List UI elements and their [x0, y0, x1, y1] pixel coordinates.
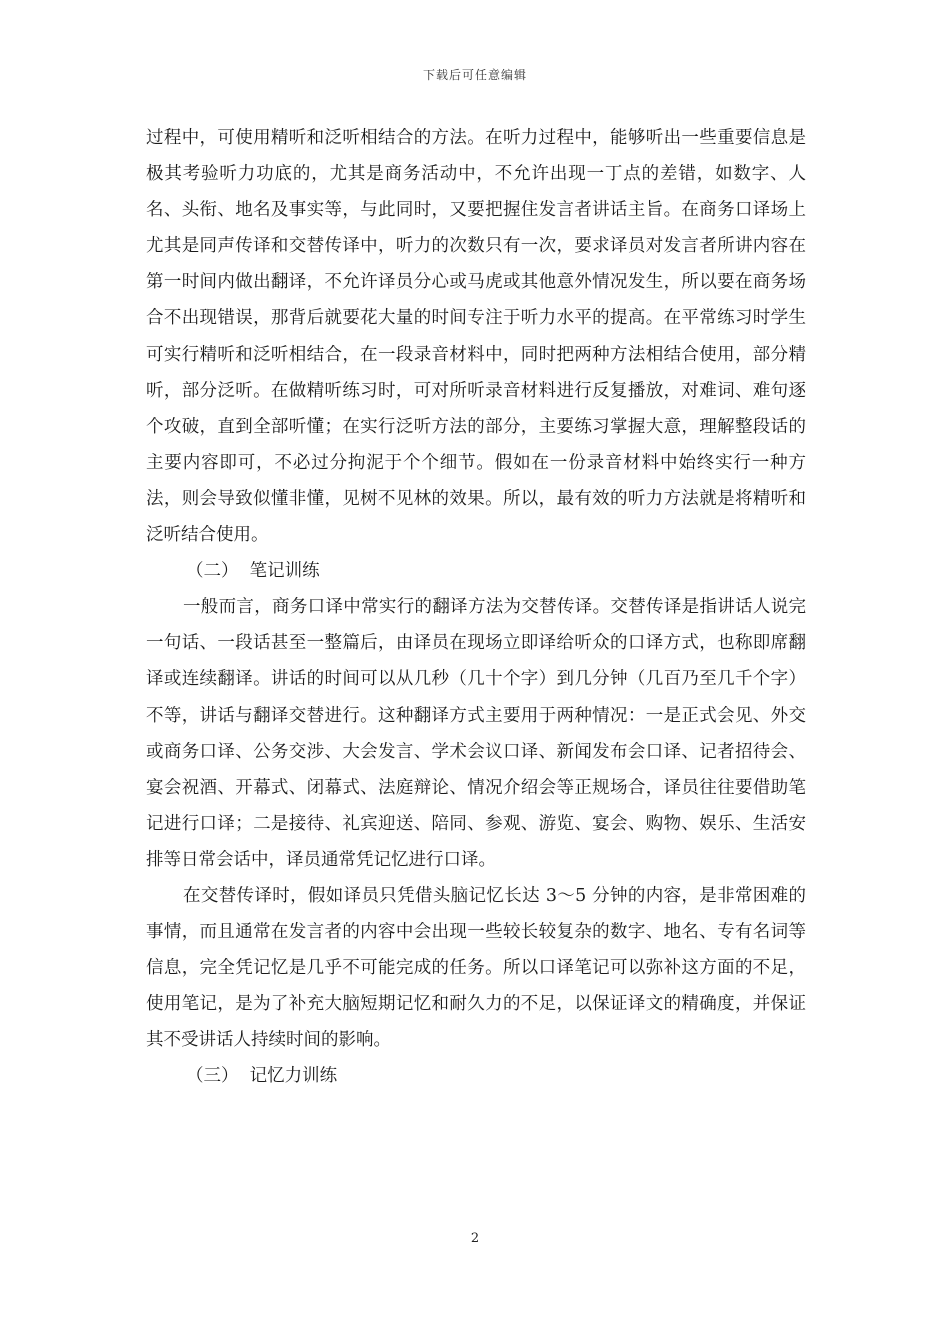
paragraph-note-taking-purpose: 在交替传译时，假如译员只凭借头脑记忆长达 3～5 分钟的内容，是非常困难的事情，而且通常在发言者的内容中会出现一些较长较复杂的数字、地名、专有名词等信息，完全凭记忆是几乎不可能完成的任务。所以口译笔记可以弥补这方面的不足，使用笔记，是为了补充大脑短期记忆和耐久力的不足，以保证译文的精确度，并保证其不受讲话人持续时间的影响。 — [146, 885, 806, 1051]
section-heading-note-training: （二） 笔记训练 — [186, 561, 320, 582]
paragraph-listening-methods: 过程中，可使用精听和泛听相结合的方法。在听力过程中，能够听出一些重要信息是极其考验听力功底的，尤其是商务活动中，不允许出现一丁点的差错，如数字、人名、头衔、地名及事实等，与此同时，又要把握住发言者讲话主旨。在商务口译场上尤其是同声传译和交替传译中，听力的次数只有一次，要求译员对发言者所讲内容在第一时间内做出翻译，不允许译员分心或马虎或其他意外情况发生，所以要在商务场合不出现错误，那背后就要花大量的时间专注于听力水平的提高。在平常练习时学生可实行精听和泛听相结合，在一段录音材料中，同时把两种方法相结合使用，部分精听，部分泛听。在做精听练习时，可对所听录音材料进行反复播放，对难词、难句逐个攻破，直到全部听懂；在实行泛听方法的部分，主要练习掌握大意，理解整段话的主要内容即可，不必过分拘泥于个个细节。假如在一份录音材料中始终实行一种方法，则会导致似懂非懂，见树不见林的效果。所以，最有效的听力方法就是将精听和泛听结合使用。 — [146, 128, 806, 546]
page-header: 下载后可任意编辑 — [422, 68, 527, 82]
page-number: 2 — [470, 1231, 480, 1246]
document-body — [146, 120, 806, 1095]
paragraph-consecutive-interpretation: 一般而言，商务口译中常实行的翻译方法为交替传译。交替传译是指讲话人说完一句话、一段话甚至一整篇后，由译员在现场立即译给听众的口译方式，也称即席翻译或连续翻译。讲话的时间可以从几秒（几十个字）到几分钟（几百乃至几千个字）不等，讲话与翻译交替进行。这种翻译方式主要用于两种情况：一是正式会见、外交或商务口译、公务交涉、大会发言、学术会议口译、新闻发布会口译、记者招待会、宴会祝酒、开幕式、闭幕式、法庭辩论、情况介绍会等正规场合，译员往往要借助笔记进行口译；二是接待、礼宾迎送、陪同、参观、游览、宴会、购物、娱乐、生活安排等日常会话中，译员通常凭记忆进行口译。 — [146, 597, 806, 870]
section-heading-memory-training: （三） 记忆力训练 — [186, 1066, 338, 1087]
